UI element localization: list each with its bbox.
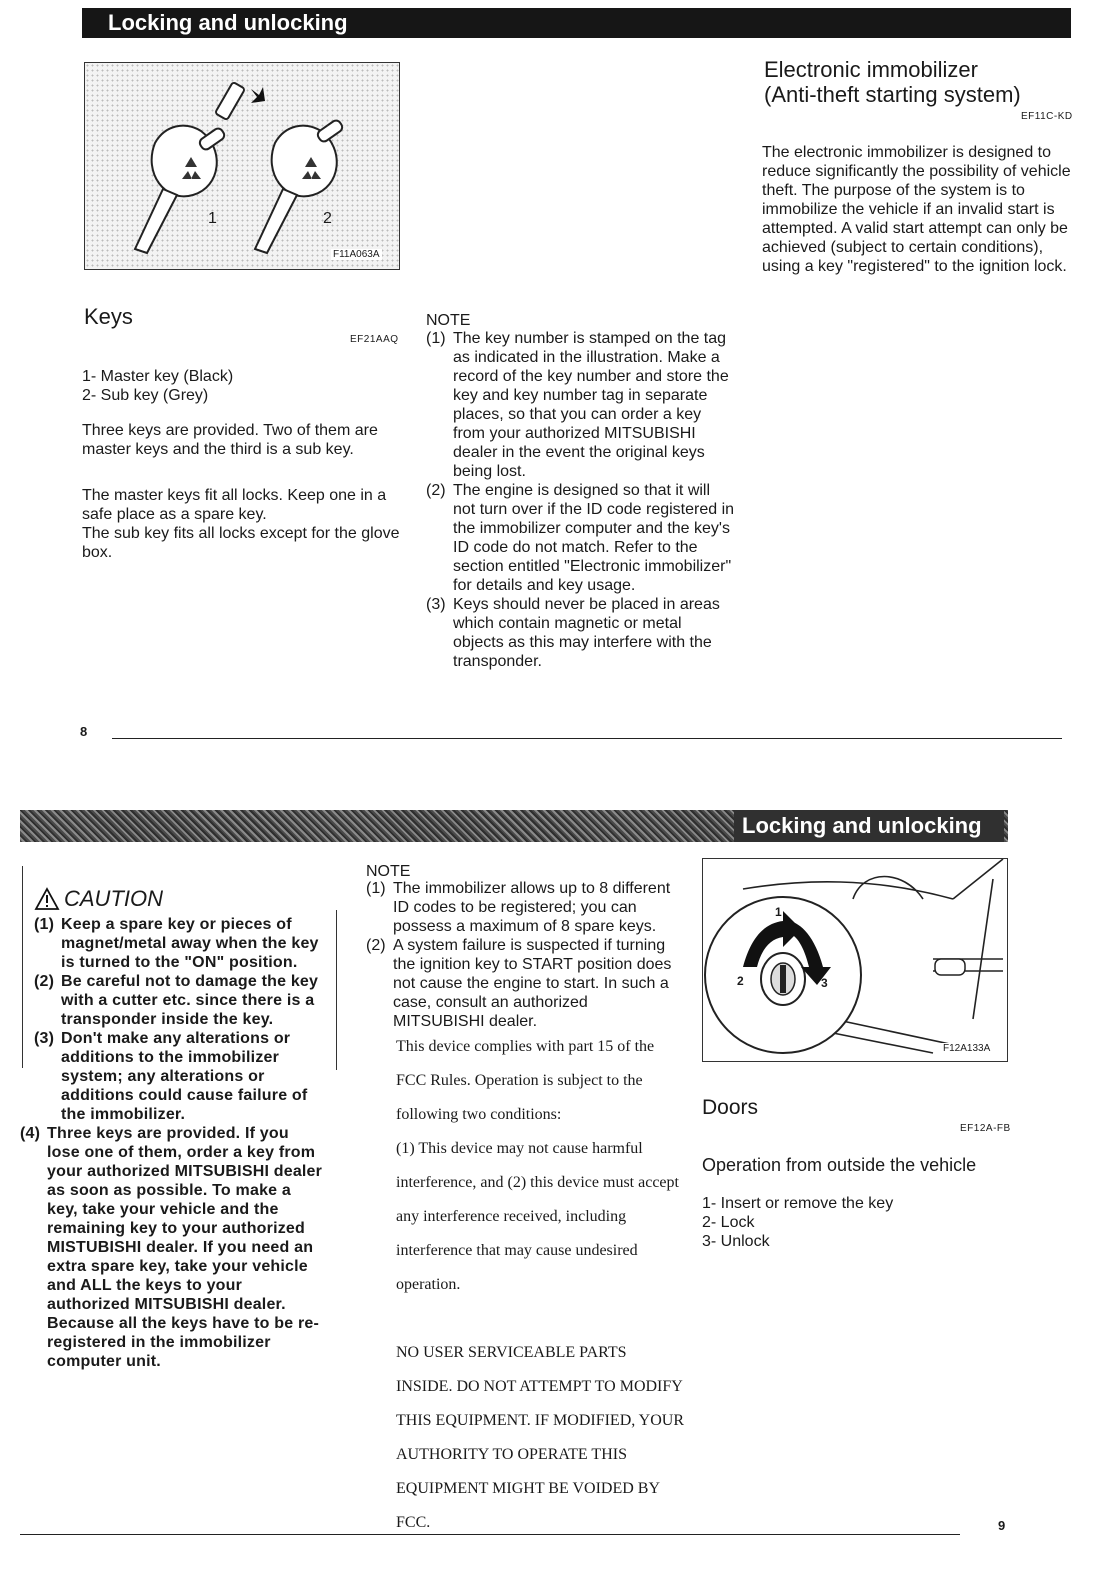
page-number-9: 9: [998, 1518, 1006, 1533]
doors-list-item: 2- Lock: [702, 1214, 755, 1231]
caution-item: (3) Don't make any alterations or additions to the immobilizer system; any alterations or additions could cause failure of the immobilizer.: [34, 1030, 308, 1123]
door-lock-drawing: [703, 859, 1007, 1061]
doors-heading: Doors: [702, 1096, 759, 1119]
note-item: (2) The engine is designed so that it will not turn over if the ID code registered in the immobilizer computer and the key's ID code do not match. Refer to the section entitled "Electronic immobilizer" for details and key usage.: [426, 482, 735, 594]
fcc-warning: NO USER SERVICEABLE PARTS INSIDE. DO NOT ATTEMPT TO MODIFY THIS EQUIPMENT. IF MODIFIED, YOUR AUTHORITY TO OPERATE THIS EQUIPMENT MIGHT BE VOIDED BY FCC.: [396, 1344, 684, 1531]
caution-left-border: [22, 866, 23, 1068]
fcc-conditions: (1) This device may not cause harmful interference, and (2) this device must accept any interference received, including interference that may cause undesired operation.: [396, 1140, 679, 1293]
section-title-bottom: Locking and unlocking: [734, 810, 1004, 842]
caution-item: (4) Three keys are provided. If you lose one of them, order a key from your authorized MITSUBISHI dealer as soon as possible. To make a key, take your vehicle and the remaining key to your authorized MISTUBISHI dealer. If you need an extra spare key, take your vehicle and ALL the keys to your authorized MITSUBISHI dealer. Because all the keys have to be re-registered in the immobilizer computer unit.: [20, 1125, 323, 1370]
keys-drawing: [85, 63, 399, 269]
immobilizer-paragraph: The electronic immobilizer is designed to reduce significantly the possibility of vehicle theft. The purpose of the system is to immobilize the vehicle if an invalid start is attempted. A valid start attempt can only be achieved (subject to certain conditions), using a key "registered" to the ignition lock.: [762, 144, 1071, 275]
door-lock-illustration: [702, 858, 1008, 1062]
figure-callout-1: 1: [775, 905, 782, 919]
doors-code: EF12A-FB: [960, 1123, 1011, 1134]
keys-paragraph-2: The master keys fit all locks. Keep one in a safe place as a spare key.: [82, 487, 387, 523]
doors-list-item: 1- Insert or remove the key: [702, 1195, 894, 1212]
caution-right-border: [336, 910, 337, 1070]
note-heading: NOTE: [426, 312, 471, 329]
note-heading: NOTE: [366, 863, 411, 880]
figure-callout-2: 2: [323, 210, 332, 227]
note-list: [426, 329, 736, 671]
keys-heading: Keys: [84, 304, 133, 329]
immobilizer-code: EF11C-KD: [1021, 111, 1073, 122]
keys-list: [82, 367, 392, 405]
page-9-rule: [20, 1534, 960, 1535]
note-item: (3) Keys should never be placed in areas which contain magnetic or metal objects as this may interfere with the transponder.: [426, 596, 720, 670]
keys-code: EF21AAQ: [350, 334, 399, 345]
note-item: (1) The immobilizer allows up to 8 different ID codes to be registered; you can possess a maximum of 8 spare keys.: [366, 880, 671, 935]
caution-item: (1) Keep a spare key or pieces of magnet/metal away when the key is turned to the "ON" position.: [34, 916, 319, 971]
page-8-rule: [112, 738, 1062, 739]
immobilizer-heading-line-2: (Anti-theft starting system): [764, 82, 1021, 107]
note-item: (2) A system failure is suspected if turning the ignition key to START position does not cause the engine to start. In such a case, consult an authorized MITSUBISHI dealer.: [366, 937, 672, 1030]
keys-illustration: [84, 62, 400, 270]
doors-list-item: 3- Unlock: [702, 1233, 770, 1250]
figure-code: F12A133A: [943, 1043, 991, 1054]
keys-list-item: 2- Sub key (Grey): [82, 387, 209, 404]
figure-callout-2: 2: [737, 974, 744, 988]
section-title-top: Locking and unlocking: [108, 10, 348, 35]
doors-list: [702, 1194, 1002, 1251]
figure-code: F11A063A: [333, 249, 380, 260]
keys-list-item: 1- Master key (Black): [82, 368, 234, 385]
figure-callout-1: 1: [208, 210, 217, 227]
immobilizer-heading-line-1: Electronic immobilizer: [764, 57, 978, 82]
caution-list: [20, 915, 326, 1371]
fcc-intro: This device complies with part 15 of the FCC Rules. Operation is subject to the following two conditions:: [396, 1038, 655, 1123]
figure-callout-3: 3: [821, 976, 828, 990]
caution-item: (2) Be careful not to damage the key with a cutter etc. since there is a transponder inside the key.: [34, 973, 319, 1028]
note-item: (1) The key number is stamped on the tag as indicated in the illustration. Make a record of the key number and store the key and key number tag in separate places, so that you can order a key from your authorized MITSUBISHI dealer in the event the original keys being lost.: [426, 330, 729, 480]
note-list: [366, 879, 676, 1031]
keys-paragraph-3: The sub key fits all locks except for the glove box.: [82, 525, 400, 561]
warning-icon: [34, 887, 60, 911]
doors-subheading: Operation from outside the vehicle: [702, 1155, 977, 1175]
page-number-8: 8: [80, 724, 88, 739]
keys-paragraph-1: Three keys are provided. Two of them are master keys and the third is a sub key.: [82, 422, 378, 458]
caution-heading: CAUTION: [34, 886, 163, 912]
